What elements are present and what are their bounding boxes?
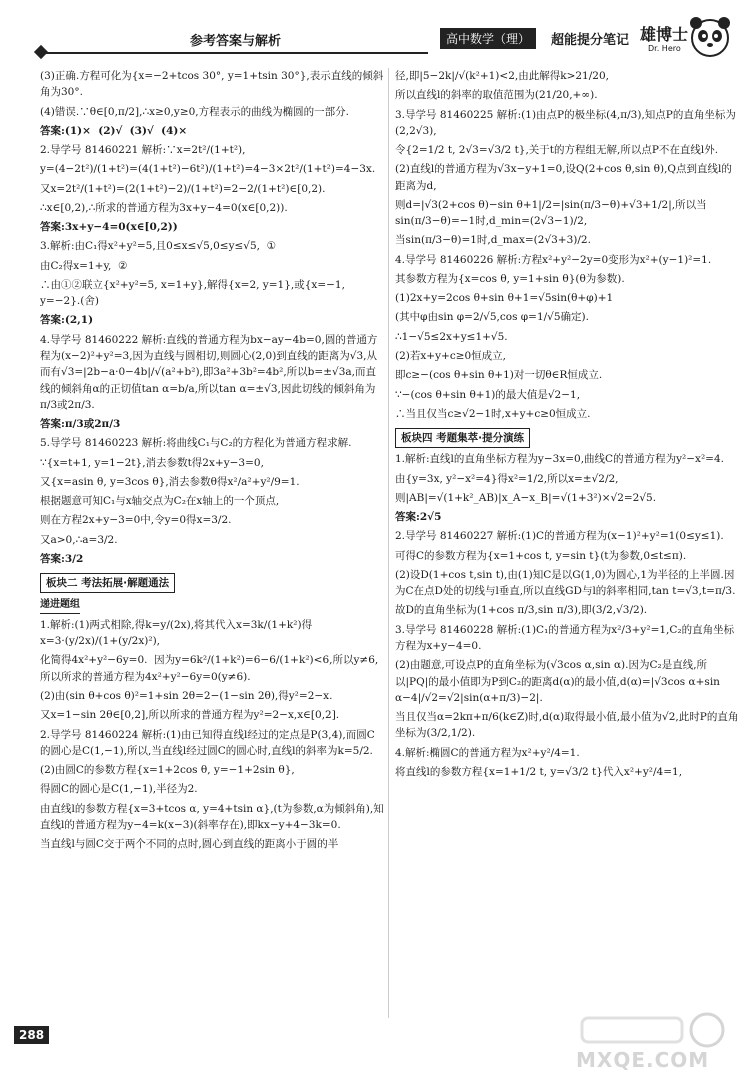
header-brand: 雄博士 bbox=[640, 25, 689, 44]
left-line: 得圆C的圆心是C(1,−1),半径为2. bbox=[40, 783, 198, 796]
left-line: 根据题意可知C₁与x轴交点为C₂在x轴上的一个顶点, bbox=[40, 495, 280, 508]
answer-line: 答案:3x+y−4=0(x∈[0,2)) bbox=[40, 221, 178, 234]
answer-line: 答案:3/2 bbox=[40, 552, 84, 565]
left-line: (4)错误.∵θ∈[0,π/2],∴x≥0,y≥0,方程表示的曲线为椭圆的一部分. bbox=[40, 105, 349, 118]
left-line: 又x=1−sin 2θ∈[0,2],所以所求的普通方程为y²=2−x,x∈[0,2]. bbox=[40, 709, 340, 722]
right-line: 则d=|√3(2+cos θ)−sin θ+1|/2=|sin(π/3−θ)+√3+1/2|,所以当sin(π/3−θ)=−1时,d_min=(2√3−1)/2, bbox=[395, 198, 707, 228]
right-line: 当sin(π/3−θ)=1时,d_max=(2√3+3)/2. bbox=[395, 234, 591, 247]
right-line: 3.导学号 81460225 解析:(1)由点P的极坐标(4,π/3),知点P的直角坐标为(2,2√3), bbox=[395, 108, 736, 137]
section-banner-2: 板块二 考法拓展·解题通法 bbox=[40, 573, 175, 593]
left-line: ∵{x=t+1, y=1−2t},消去参数t得2x+y−3=0, bbox=[40, 456, 264, 469]
left-line: 则在方程2x+y−3=0中,令y=0得x=3/2. bbox=[40, 514, 232, 527]
right-line: 2.导学号 81460227 解析:(1)C的普通方程为(x−1)²+y²=1(0≤y≤1). bbox=[395, 530, 724, 543]
right-line: ∴当且仅当c≥√2−1时,x+y+c≥0恒成立. bbox=[395, 407, 591, 420]
answer-line: 答案:2√5 bbox=[395, 511, 442, 524]
left-line: 4.导学号 81460222 解析:直线的普通方程为bx−ay−4b=0,圆的普通方程为(x−2)²+y²=3,因为直线与圆相切,则圆心(2,0)到直线的距离为√3,从而有√3=|2b−a·0−4b|/√(a²+b²),即3a²+3b²=4b²,所以b=±√3a,而直线的倾斜角α的正切值tan α=b/a,所以tan α=±√3,因此切线的倾斜角为π/3或2π/3. bbox=[40, 333, 378, 411]
right-line: (其中φ由sin φ=2/√5,cos φ=1/√5确定). bbox=[395, 311, 589, 324]
right-line: ∴1−√5≤2x+y≤1+√5. bbox=[395, 330, 508, 343]
header-series-title: 超能提分笔记 bbox=[551, 33, 630, 48]
header-subject-tag: 高中数学（理） bbox=[440, 28, 536, 49]
header-left-title: 参考答案与解析 bbox=[190, 34, 282, 49]
page-header bbox=[0, 0, 750, 62]
right-line: 将直线l的参数方程{x=1+1/2 t, y=√3/2 t}代入x²+y²/4=1, bbox=[395, 765, 683, 778]
answer-line: 答案:(2,1) bbox=[40, 314, 94, 327]
left-line: (2)由圆C的参数方程{x=1+2cos θ, y=−1+2sin θ}, bbox=[40, 764, 295, 777]
left-line: 又a>0,∴a=3/2. bbox=[40, 533, 118, 546]
left-line: 又{x=asin θ, y=3cos θ},消去参数θ得x²/a²+y²/9=1. bbox=[40, 475, 300, 488]
left-line: 2.导学号 81460224 解析:(1)由已知得直线l经过的定点是P(3,4),而圆C的圆心是C(1,−1),所以,当直线l经过圆C的圆心时,直线l的斜率为k=5/2. bbox=[40, 728, 375, 757]
right-column bbox=[395, 68, 740, 783]
right-line: 令{2=1/2 t, 2√3=√3/2 t},关于t的方程组无解,所以点P不在直线l外. bbox=[395, 144, 719, 157]
left-line: ∴由①②联立{x²+y²=5, x=1+y},解得{x=2, y=1},或{x=−1, y=−2}.(舍) bbox=[40, 278, 349, 308]
right-line: 则|AB|=√(1+k²_AB)|x_A−x_B|=√(1+3²)×√2=2√5. bbox=[395, 491, 657, 504]
left-line: y=(4−2t²)/(1+t²)=(4(1+t²)−6t²)/(1+t²)=4−3×2t²/(1+t²)=4−3x. bbox=[40, 163, 376, 176]
right-line: (2)若x+y+c≥0恒成立, bbox=[395, 349, 507, 362]
answer-line: 答案:(1)× (2)√ (3)√ (4)× bbox=[40, 124, 188, 137]
right-line: 4.导学号 81460226 解析:方程x²+y²−2y=0变形为x²+(y−1)²=1. bbox=[395, 253, 712, 266]
header-brand-sub: Dr. Hero bbox=[648, 44, 681, 53]
right-line: 即c≥−(cos θ+sin θ+1)对一切θ∈R恒成立. bbox=[395, 369, 603, 382]
left-line: 2.导学号 81460221 解析:∵x=2t²/(1+t²), bbox=[40, 144, 246, 157]
left-line: 5.导学号 81460223 解析:将曲线C₁与C₂的方程化为普通方程求解. bbox=[40, 437, 352, 450]
right-line: (2)直线l的普通方程为√3x−y+1=0,设Q(2+cos θ,sin θ),Q点到直线l的距离为d, bbox=[395, 163, 732, 192]
left-line: 1.解析:(1)两式相除,得k=y/(2x),将其代入x=3k/(1+k²)得x=3·(y/2x)/(1+(y/2x)²), bbox=[40, 618, 313, 648]
watermark-emblem-icon bbox=[572, 1010, 732, 1050]
left-line: (2)由(sin θ+cos θ)²=1+sin 2θ=2−(1−sin 2θ),得y²=2−x. bbox=[40, 690, 333, 702]
right-line: 可得C的参数方程为{x=1+cos t, y=sin t}(t为参数,0≤t≤π). bbox=[395, 549, 687, 562]
left-line: 由C₂得x=1+y, ② bbox=[40, 259, 128, 272]
right-line: (2)设D(1+cos t,sin t),由(1)知C是以G(1,0)为圆心,1为半径的上半圆.因为C在点D处的切线与l垂直,所以直线GD与l的斜率相同,tan t=√3,t=π/3. bbox=[395, 568, 736, 598]
watermark-logo bbox=[572, 1010, 732, 1074]
right-line: 1.解析:直线l的直角坐标方程为y−3x=0,曲线C的普通方程为y²−x²=4. bbox=[395, 453, 724, 466]
left-line: 由直线l的参数方程{x=3+tcos α, y=4+tsin α},(t为参数,α为倾斜角),知直线l的普通方程为y−4=k(x−3)(斜率存在),即kx−y+4−3k=0. bbox=[40, 802, 384, 831]
right-line: 当且仅当α=2kπ+π/6(k∈Z)时,d(α)取得最小值,最小值为√2,此时P的直角坐标为(3/2,1/2). bbox=[395, 711, 739, 740]
right-line: ∵−(cos θ+sin θ+1)的最大值是√2−1, bbox=[395, 388, 581, 401]
header-rule bbox=[40, 52, 428, 54]
right-line: (1)2x+y=2cos θ+sin θ+1=√5sin(θ+φ)+1 bbox=[395, 292, 614, 305]
right-line: 所以直线l的斜率的取值范围为(21/20,+∞). bbox=[395, 89, 598, 102]
right-line: 故D的直角坐标为(1+cos π/3,sin π/3),即(3/2,√3/2). bbox=[395, 604, 648, 617]
right-line: 4.解析:椭圆C的普通方程为x²+y²/4=1. bbox=[395, 746, 580, 759]
left-line: ∴x∈[0,2),∴所求的普通方程为3x+y−4=0(x∈[0,2)). bbox=[40, 201, 288, 214]
right-line: 由{y=3x, y²−x²=4}得x²=1/2,所以x=±√2/2, bbox=[395, 472, 619, 485]
left-line: 当直线l与圆C交于两个不同的点时,圆心到直线的距离小于圆的半 bbox=[40, 838, 339, 851]
watermark-text: MXQE.COM bbox=[576, 1048, 710, 1072]
right-line: 径,即|5−2k|/√(k²+1)<2,由此解得k>21/20, bbox=[395, 70, 609, 82]
panda-mascot-icon bbox=[686, 14, 734, 58]
page-number: 288 bbox=[14, 1026, 49, 1044]
section-banner-4: 板块四 考题集萃·提分演练 bbox=[395, 428, 530, 448]
right-line: 其参数方程为{x=cos θ, y=1+sin θ}(θ为参数). bbox=[395, 272, 625, 285]
right-line: 3.导学号 81460228 解析:(1)C₁的普通方程为x²/3+y²=1,C₂的直角坐标方程为x+y−4=0. bbox=[395, 623, 735, 652]
left-line: 化简得4x²+y²−6y=0. 因为y=6k²/(1+k²)=6−6/(1+k²)<6,所以y≠6,所以所求的普通方程为4x²+y²−6y=0(y≠6). bbox=[40, 654, 379, 683]
answer-line: 答案:π/3或2π/3 bbox=[40, 418, 121, 431]
left-line: (3)正确.方程可化为{x=−2+tcos 30°, y=1+tsin 30°},表示直线的倾斜角为30°. bbox=[40, 70, 384, 99]
left-column bbox=[40, 68, 385, 855]
left-line: 又x=2t²/(1+t²)=(2(1+t²)−2)/(1+t²)=2−2/(1+t²)∈[0,2). bbox=[40, 182, 326, 195]
left-line: 3.解析:由C₁得x²+y²=5,且0≤x≤√5,0≤y≤√5, ① bbox=[40, 240, 277, 253]
column-divider bbox=[388, 68, 389, 1018]
section-subheading: 递进题组 bbox=[40, 597, 80, 614]
right-line: (2)由题意,可设点P的直角坐标为(√3cos α,sin α).因为C₂是直线,所以|PQ|的最小值即为P到C₂的距离d(α)的最小值,d(α)=|√3cos α+sin α−4|/√2=√2|sin(α+π/3)−2|. bbox=[395, 659, 724, 704]
